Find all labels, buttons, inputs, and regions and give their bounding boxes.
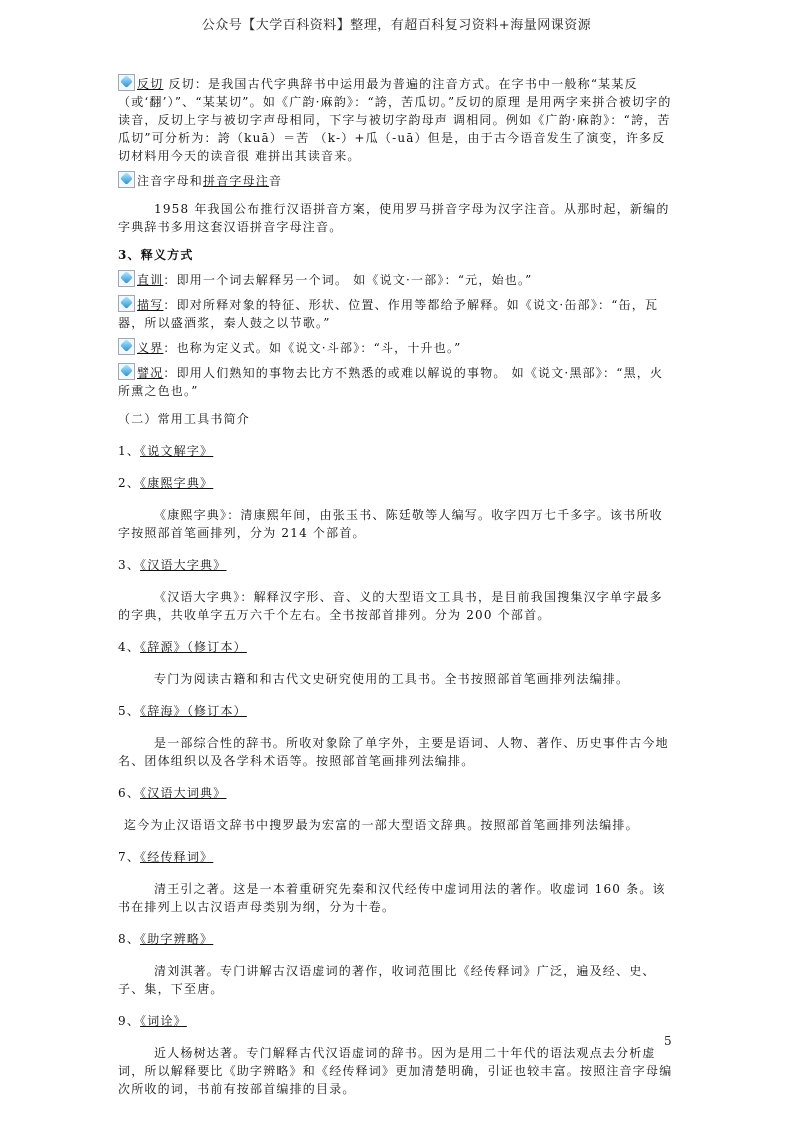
book-title-link[interactable]: 《经传释词》	[140, 850, 214, 864]
fanqie-term[interactable]: 反切	[137, 77, 164, 91]
fanqie-paragraph	[118, 74, 674, 165]
page-header: 公众号【大学百科资料】整理，有超百科复习资料+海量网课资源	[201, 18, 592, 33]
book-number: 9、	[118, 1014, 141, 1028]
book-heading	[118, 1012, 674, 1030]
book-number: 2、	[118, 476, 141, 490]
book-title-link[interactable]: 《康熙字典》	[140, 476, 214, 490]
book-description: 专门为阅读古籍和和古代文史研究使用的工具书。全书按照部首笔画排列法编排。	[154, 672, 630, 686]
definition-item	[118, 363, 674, 400]
definition-item	[118, 338, 674, 357]
book-title-link[interactable]: 《辞海》（修订本）	[140, 704, 247, 718]
definition-text: ：即对所释对象的特征、形状、位置、作用等都给予解释。如《说文·缶部》：“缶，瓦器，所以盛酒浆，秦人鼓之以节歌。”	[118, 298, 659, 330]
book-title-link[interactable]: 《汉语大字典》	[140, 558, 227, 572]
book-number: 7、	[118, 850, 141, 864]
book-heading	[118, 930, 674, 948]
book-heading	[118, 638, 674, 656]
definition-item	[118, 270, 674, 289]
book-description: 近人杨树达著。专门解释古代汉语虚词的辞书。因为是用二十年代的语法观点去分析虚词，所以解释要比《助字辨略》和《经传释词》更加清楚明确，引证也较丰富。按照注音字母编次所收的词，书前有按部首编排的目录。	[118, 1046, 673, 1096]
book-title-link[interactable]: 《辞源》（修订本）	[140, 640, 247, 654]
fanqie-text: 反切：是我国古代字典辞书中运用最为普遍的注音方式。在字书中一般称“某某反 （或‘翻’）”、“某某切”。如《广韵·麻韵》：“誇，苦瓜切。”反切的原理 是用两字来拼合被切字的读音，反切上字与被切字声母相同，下字与被切字韵母声 调相同。例如《广韵·麻韵》：“誇，苦瓜切”可分析为：誇（kuā）＝苦 （k-）+瓜（-uā）但是，由于古今语音发生了演变，许多反切材料用今天的读音很 难拼出其读音来。	[118, 77, 672, 163]
book-heading	[118, 702, 674, 720]
book-number: 6、	[118, 786, 141, 800]
book-number: 4、	[118, 640, 141, 654]
book-title-link[interactable]: 《说文解字》	[140, 444, 214, 458]
pinyin-prefix: 注音字母和	[137, 174, 204, 188]
section2-title: （二）常用工具书简介	[118, 412, 251, 426]
definition-term[interactable]: 描写	[137, 298, 164, 312]
book-number: 8、	[118, 932, 141, 946]
pinyin-suffix: 音	[269, 174, 283, 188]
book-heading	[118, 848, 674, 866]
definition-text: ：即用人们熟知的事物去比方不熟悉的或难以解说的事物。 如《说文·黑部》：“黑，火所熏之色也。”	[118, 366, 664, 398]
definition-term[interactable]: 譬况	[137, 366, 164, 380]
definition-text: ：即用一个词去解释另一个词。 如《说文·一部》：“元，始也。”	[163, 273, 533, 287]
book-number: 5、	[118, 704, 141, 718]
book-heading	[118, 442, 674, 460]
bullet-gem-icon	[118, 338, 135, 355]
book-title-link[interactable]: 《词诠》	[140, 1014, 187, 1028]
bullet-gem-icon	[118, 295, 135, 312]
bullet-gem-icon	[118, 270, 135, 287]
book-number: 1、	[118, 444, 141, 458]
pinyin-paragraph: 1958 年我国公布推行汉语拼音方案，使用罗马拼音字母为汉字注音。从那时起，新编的字典辞书多用这套汉语拼音字母注音。	[118, 202, 670, 234]
page-number: 5	[664, 1034, 672, 1048]
book-description: 清刘淇著。专门讲解古汉语虚词的著作，收词范围比《经传释词》广泛，遍及经、史、子、集，下至唐。	[118, 964, 656, 996]
bullet-gem-icon	[118, 171, 135, 188]
definition-item	[118, 295, 674, 332]
book-title-link[interactable]: 《汉语大词典》	[140, 786, 227, 800]
book-heading	[118, 784, 674, 802]
book-description: 《康熙字典》：清康熙年间，由张玉书、陈廷敬等人编写。收字四万七千多字。该书所收字按照部首笔画排列，分为 214 个部首。	[118, 508, 663, 540]
bullet-gem-icon	[118, 74, 135, 91]
book-heading	[118, 556, 674, 574]
book-description: 是一部综合性的辞书。所收对象除了单字外，主要是语词、人物、著作、历史事件古今地名、团体组织以及各学科术语等。按照部首笔画排列法编排。	[118, 736, 669, 768]
pinyin-term[interactable]: 拼音字母注	[203, 174, 270, 188]
document-body	[118, 74, 674, 1098]
definition-term[interactable]: 义界	[137, 341, 164, 355]
book-number: 3、	[118, 558, 141, 572]
definition-term[interactable]: 直训	[137, 273, 164, 287]
definitions-list	[118, 270, 674, 400]
definition-text: ：也称为定义式。如《说文·斗部》：“斗，十升也。”	[163, 341, 462, 355]
book-description: 清王引之著。这是一本着重研究先秦和汉代经传中虚词用法的著作。收虚词 160 条。该书在排列上以古汉语声母类别为纲，分为十卷。	[118, 882, 666, 914]
books-list	[118, 442, 674, 1098]
book-description: 迄今为止汉语语文辞书中搜罗最为宏富的一部大型语文辞典。按照部首笔画排列法编排。	[124, 818, 639, 832]
section3-title: 3、释义方式	[118, 248, 194, 262]
bullet-gem-icon	[118, 363, 135, 380]
book-heading	[118, 474, 674, 492]
pinyin-heading	[118, 171, 674, 190]
book-description: 《汉语大字典》：解释汉字形、音、义的大型语文工具书，是目前我国搜集汉字单字最多的字典，共收单字五万六千个左右。全书按部首排列。分为 200 个部首。	[118, 590, 663, 622]
book-title-link[interactable]: 《助字辨略》	[140, 932, 214, 946]
